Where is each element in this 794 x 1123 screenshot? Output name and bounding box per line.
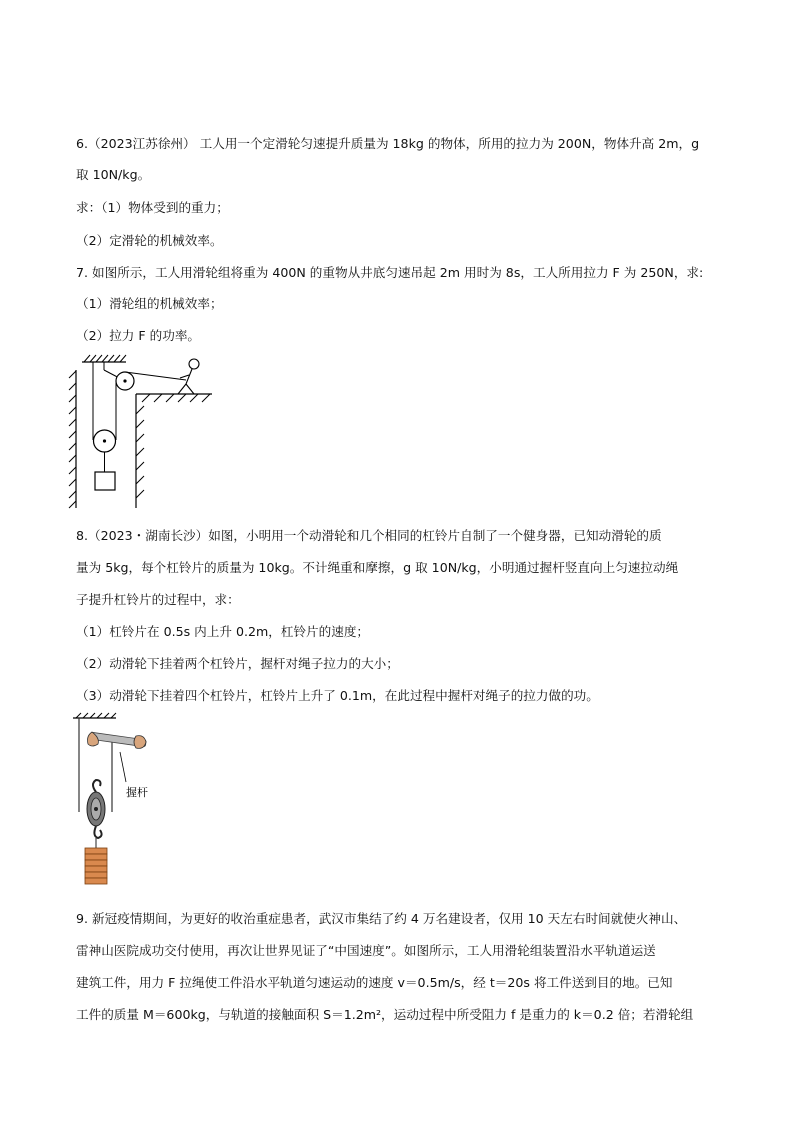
load-block — [95, 472, 115, 490]
handle-label: 握杆 — [126, 786, 148, 799]
q7-line-1: 7. 如图所示，工人用滑轮组将重为 400N 的重物从井底匀速吊起 2m 用时为 8s，工人所用拉力 F 为 250N，求: — [76, 265, 704, 280]
q6-line-4: （2）定滑轮的机械效率。 — [76, 233, 223, 248]
q9-line-4: 工件的质量 M＝600kg，与轨道的接触面积 S＝1.2m²，运动过程中所受阻力 f 是重力的 k＝0.2 倍；若滑轮组 — [76, 1007, 694, 1022]
q8-line-5: （2）动滑轮下挂着两个杠铃片，握杆对绳子拉力的大小； — [76, 656, 399, 671]
ceiling-hatch — [84, 355, 126, 362]
left-wall-hatch — [69, 371, 76, 508]
ground-hatch — [136, 394, 210, 498]
q8-line-3: 子提升杠铃片的过程中，求： — [76, 592, 240, 607]
handle-bar — [88, 732, 147, 748]
barbell-plates — [85, 848, 107, 884]
q9-line-3: 建筑工件，用力 F 拉绳使工件沿水平轨道匀速运动的速度 v＝0.5m/s，经 t＝20s 将工件送到目的地。已知 — [76, 975, 673, 990]
q6-line-3: 求：（1）物体受到的重力； — [76, 200, 229, 215]
movable-pulley-q8 — [87, 780, 105, 838]
q8-line-2: 量为 5kg，每个杠铃片的质量为 10kg。不计绳重和摩擦，g 取 10N/kg，小明通过握杆竖直向上匀速拉动绳 — [76, 560, 679, 575]
q7-line-2: （1）滑轮组的机械效率； — [76, 296, 223, 311]
well-pulley-figure — [68, 352, 218, 512]
q7-line-3: （2）拉力 F 的功率。 — [76, 328, 201, 343]
q9-line-2: 雷神山医院成功交付使用，再次让世界见证了“中国速度”。如图所示，工人用滑轮组装置沿水平轨道运送 — [76, 943, 656, 958]
fitness-device-figure — [68, 712, 168, 894]
q6-line-1: 6.（2023江苏徐州） 工人用一个定滑轮匀速提升质量为 18kg 的物体，所用的拉力为 200N，物体升高 2m，g — [76, 136, 700, 151]
worker-figure — [178, 359, 199, 394]
q9-line-1: 9. 新冠疫情期间，为更好的收治重症患者，武汉市集结了约 4 万名建设者，仅用 10 天左右时间就使火神山、 — [76, 911, 687, 926]
q8-line-6: （3）动滑轮下挂着四个杠铃片，杠铃片上升了 0.1m，在此过程中握杆对绳子的拉力做的功。 — [76, 688, 599, 703]
q8-line-1: 8.（2023・湖南长沙）如图，小明用一个动滑轮和几个相同的杠铃片自制了一个健身器，已知动滑轮的质 — [76, 528, 662, 543]
q6-line-2: 取 10N/kg。 — [76, 167, 151, 182]
q8-line-4: （1）杠铃片在 0.5s 内上升 0.2m，杠铃片的速度； — [76, 624, 370, 639]
